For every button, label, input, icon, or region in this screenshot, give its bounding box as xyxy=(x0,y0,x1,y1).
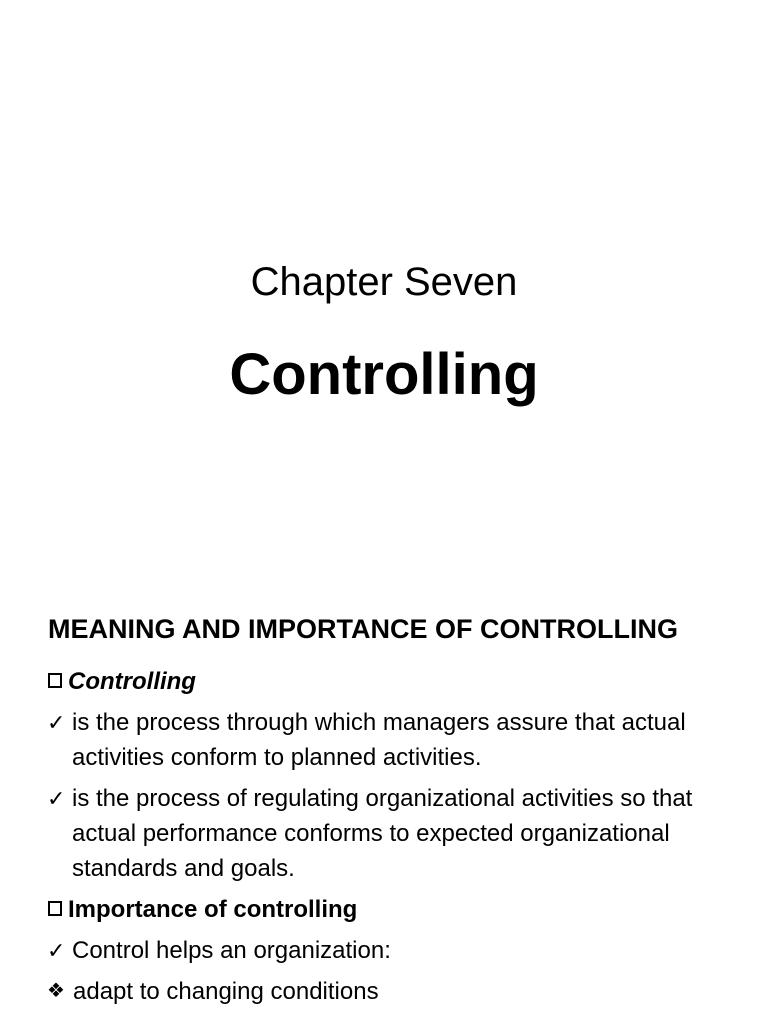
sub-list-item-text: adapt to changing conditions xyxy=(73,978,379,1005)
list-item-text: is the process through which managers assure that actual activities conform to planned activities. xyxy=(72,709,686,771)
section-label: Controlling xyxy=(68,668,196,695)
checkmark-icon: ✓ xyxy=(47,786,66,811)
checkmark-icon: ✓ xyxy=(47,938,66,963)
list-item xyxy=(47,933,712,968)
list-item xyxy=(47,705,712,775)
section-importance xyxy=(47,892,708,927)
checkbox-square-icon xyxy=(48,673,62,688)
list-item-text: is the process of regulating organizational activities so that actual performance conforms to expected organizational standards and goals. xyxy=(72,785,693,882)
list-item-text: Control helps an organization: xyxy=(72,937,391,964)
chapter-label: Chapter Seven xyxy=(250,260,518,304)
diamond-bullet-icon: ❖ xyxy=(47,980,65,1002)
section-heading: MEANING AND IMPORTANCE OF CONTROLLING xyxy=(48,614,678,644)
checkbox-square-icon xyxy=(48,901,62,916)
sub-list-item xyxy=(47,974,713,1009)
content-slide xyxy=(0,600,768,1024)
checkmark-icon: ✓ xyxy=(47,710,66,735)
section-label: Importance of controlling xyxy=(68,896,358,923)
section-controlling xyxy=(47,664,708,699)
chapter-title: Controlling xyxy=(229,342,539,407)
list-item xyxy=(47,781,712,886)
